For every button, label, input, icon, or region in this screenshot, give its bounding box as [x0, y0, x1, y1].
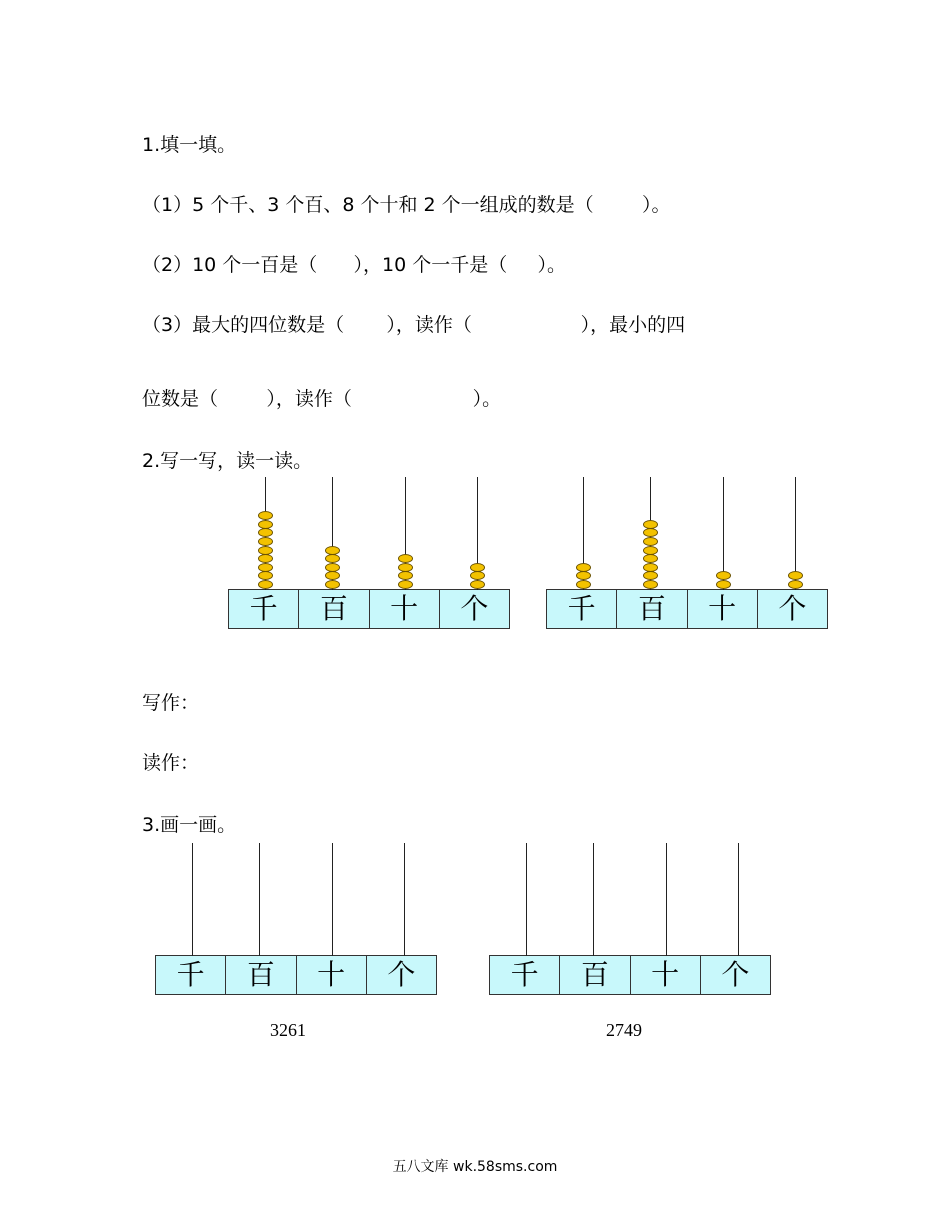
- bead: [716, 571, 731, 580]
- abacus-base: [546, 589, 828, 629]
- q2-read-label: 读作：: [142, 752, 200, 774]
- bead: [398, 554, 413, 563]
- q2-abacus-2: [546, 477, 828, 630]
- bead: [258, 580, 273, 589]
- abacus-base: [155, 955, 437, 995]
- bead: [325, 554, 340, 563]
- q2-abacus-1: [228, 477, 510, 630]
- rod-ones: [404, 843, 405, 956]
- place-ones: 个: [721, 958, 750, 991]
- bead: [576, 571, 591, 580]
- rod-ones: [738, 843, 739, 956]
- q1-item-2: （2）10 个一百是（ ），10 个一千是（ ）。: [142, 254, 566, 276]
- place-thousands: 千: [229, 590, 299, 628]
- q3-abacus-2: [489, 843, 771, 996]
- q3-abacus-1: [155, 843, 437, 996]
- bead: [325, 580, 340, 589]
- bead: [788, 580, 803, 589]
- bead: [258, 537, 273, 546]
- bead: [470, 563, 485, 572]
- bead: [576, 580, 591, 589]
- place-thousands: 千: [490, 956, 560, 994]
- q1-item-1: （1）5 个千、3 个百、8 个十和 2 个一组成的数是（ ）。: [142, 194, 671, 216]
- q1-item-3: （3）最大的四位数是（ ），读作（ ），最小的四: [142, 314, 686, 336]
- bead: [398, 563, 413, 572]
- bead: [398, 571, 413, 580]
- place-ones: 个: [387, 958, 416, 991]
- rod-tens: [332, 843, 333, 956]
- bead: [470, 571, 485, 580]
- footer-source: 五八文库 wk.58sms.com: [392, 1159, 558, 1175]
- place-thousands: 千: [156, 956, 226, 994]
- place-thousands: 千: [547, 590, 617, 628]
- bead: [325, 546, 340, 555]
- place-tens: 十: [370, 590, 440, 628]
- bead: [398, 580, 413, 589]
- q2-title: 2.写一写，读一读。: [142, 450, 313, 472]
- abacus-base: [228, 589, 510, 629]
- bead: [643, 528, 658, 537]
- bead: [258, 511, 273, 520]
- place-hundreds: 百: [226, 956, 296, 994]
- place-tens: 十: [688, 590, 758, 628]
- place-tens: 十: [297, 956, 367, 994]
- rod-tens: [666, 843, 667, 956]
- bead: [643, 554, 658, 563]
- rod-hundreds: [593, 843, 594, 956]
- bead: [643, 580, 658, 589]
- rod-thousands: [526, 843, 527, 956]
- place-tens: 十: [631, 956, 701, 994]
- bead: [258, 563, 273, 572]
- bead: [576, 563, 591, 572]
- q1-item-3-cont: 位数是（ ），读作（ ）。: [142, 388, 502, 410]
- rod-hundreds: [259, 843, 260, 956]
- bead: [325, 563, 340, 572]
- abacus-base: [489, 955, 771, 995]
- place-hundreds: 百: [299, 590, 369, 628]
- place-hundreds: 百: [617, 590, 687, 628]
- q1-title: 1.填一填。: [142, 134, 237, 156]
- q3-title: 3.画一画。: [142, 814, 237, 836]
- q2-write-label: 写作：: [142, 692, 200, 714]
- place-ones: 个: [460, 592, 489, 625]
- place-hundreds: 百: [560, 956, 630, 994]
- bead: [258, 546, 273, 555]
- bead: [643, 571, 658, 580]
- bead: [470, 580, 485, 589]
- bead: [258, 528, 273, 537]
- place-ones: 个: [778, 592, 807, 625]
- bead: [325, 571, 340, 580]
- bead: [258, 520, 273, 529]
- rod-thousands: [192, 843, 193, 956]
- bead: [643, 520, 658, 529]
- bead: [258, 571, 273, 580]
- bead: [643, 546, 658, 555]
- bead: [643, 563, 658, 572]
- bead: [643, 537, 658, 546]
- q3-number-1: 3261: [270, 1020, 306, 1040]
- bead: [788, 571, 803, 580]
- bead: [258, 554, 273, 563]
- bead: [716, 580, 731, 589]
- q3-number-2: 2749: [606, 1020, 642, 1040]
